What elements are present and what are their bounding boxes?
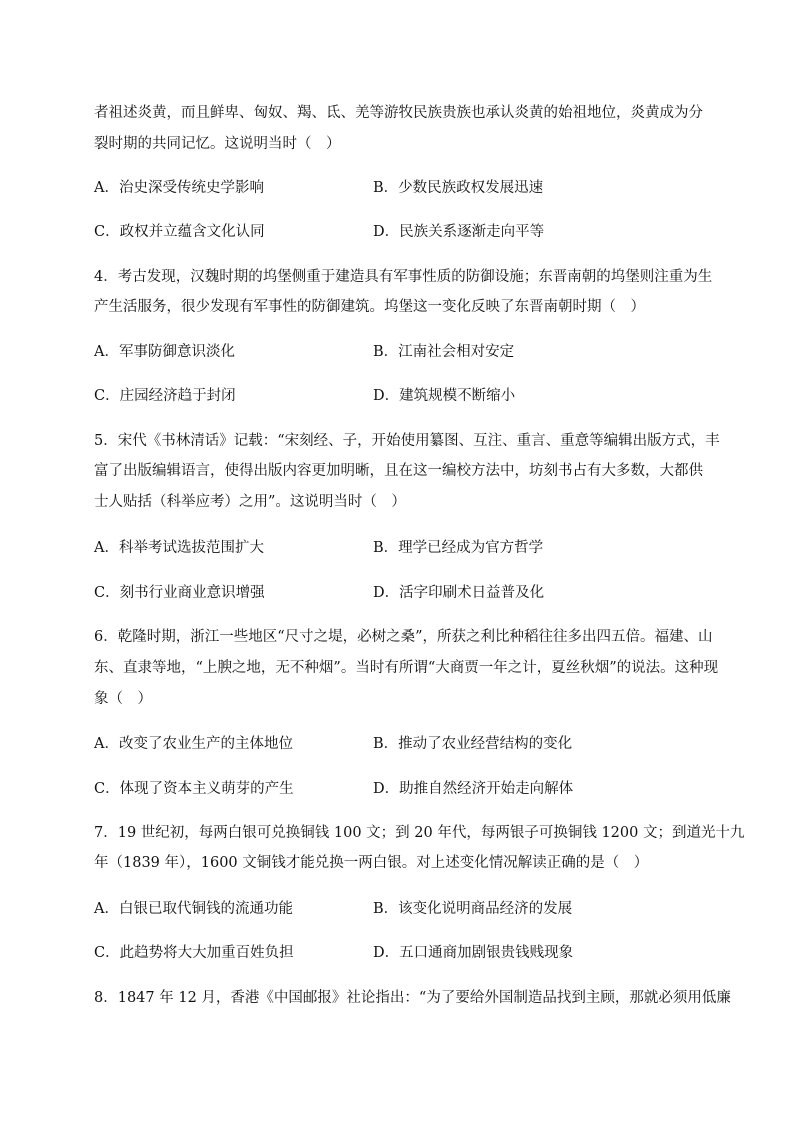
q3-option-c: C．政权并立蕴含文化认同 — [94, 224, 265, 240]
q4-option-b: B．江南社会相对安定 — [373, 344, 515, 360]
q3-option-b: B．少数民族政权发展迅速 — [373, 180, 544, 196]
q7-option-a: A．白银已取代铜钱的流通功能 — [94, 901, 293, 917]
q3-stem-line-1: 者祖述炎黄，而且鲜卑、匈奴、羯、氐、羌等游牧民族贵族也承认炎黄的始祖地位，炎黄成为分 — [94, 105, 703, 121]
q5-stem-line-2: 富了出版编辑语言，使得出版内容更加明晰，且在这一编校方法中，坊刻书占有大多数，大都供 — [94, 463, 703, 479]
q4-option-c: C．庄园经济趋于封闭 — [94, 388, 236, 404]
q4-stem-line-1: 4．考古发现，汉魏时期的坞堡侧重于建造具有军事性质的防御设施；东晋南朝的坞堡则注重为生 — [94, 269, 713, 285]
q6-stem-line-3: 象（ ） — [94, 691, 152, 707]
q6-stem-line-2: 东、直隶等地，“上腴之地，无不种烟”。当时有所谓“大商贾一年之计，夏丝秋烟”的说法。这种现 — [94, 660, 719, 676]
q5-option-d: D．活字印刷术日益普及化 — [373, 585, 545, 601]
q6-option-b: B．推动了农业经营结构的变化 — [373, 736, 573, 752]
q5-option-b: B．理学已经成为官方哲学 — [373, 540, 544, 556]
q5-option-c: C．刻书行业商业意识增强 — [94, 585, 265, 601]
q7-option-b: B．该变化说明商品经济的发展 — [373, 901, 573, 917]
q6-stem-line-1: 6．乾隆时期，浙江一些地区“尺寸之堤，必树之桑”，所获之利比种稻往往多出四五倍。福建、山 — [94, 629, 713, 645]
q5-stem-line-3: 士人贴括（科举应考）之用”。这说明当时（ ） — [94, 494, 406, 510]
q6-option-d: D．助推自然经济开始走向解体 — [373, 781, 574, 797]
q7-option-c: C．此趋势将大大加重百姓负担 — [94, 945, 294, 961]
q7-stem-line-1: 7．19 世纪初，每两白银可兑换铜钱 100 文；到 20 年代，每两银子可换铜钱 1200 文；到道光十九 — [94, 825, 745, 841]
q3-option-d: D．民族关系逐渐走向平等 — [373, 224, 545, 240]
q3-option-a: A．治史深受传统史学影响 — [94, 180, 264, 196]
q5-option-a: A．科举考试选拔范围扩大 — [94, 540, 264, 556]
q4-option-d: D．建筑规模不断缩小 — [373, 388, 516, 404]
q7-stem-line-2: 年（1839 年），1600 文铜钱才能兑换一两白银。对上述变化情况解读正确的是（ ） — [94, 855, 649, 871]
q4-option-a: A．军事防御意识淡化 — [94, 344, 235, 360]
q6-option-a: A．改变了农业生产的主体地位 — [94, 736, 293, 752]
q5-stem-line-1: 5．宋代《书林清话》记载：“宋刻经、子，开始使用纂图、互注、重言、重意等编辑出版方式，丰 — [94, 433, 720, 449]
q4-stem-line-2: 产生活服务，很少发现有军事性的防御建筑。坞堡这一变化反映了东晋南朝时期（ ） — [94, 299, 645, 315]
q6-option-c: C．体现了资本主义萌芽的产生 — [94, 781, 294, 797]
q3-stem-line-2: 裂时期的共同记忆。这说明当时（ ） — [94, 136, 341, 152]
q8-stem-line-1: 8．1847 年 12 月，香港《中国邮报》社论指出：“为了要给外国制造品找到主顾，那就必须用低廉 — [94, 990, 731, 1006]
q7-option-d: D．五口通商加剧银贵钱贱现象 — [373, 945, 574, 961]
